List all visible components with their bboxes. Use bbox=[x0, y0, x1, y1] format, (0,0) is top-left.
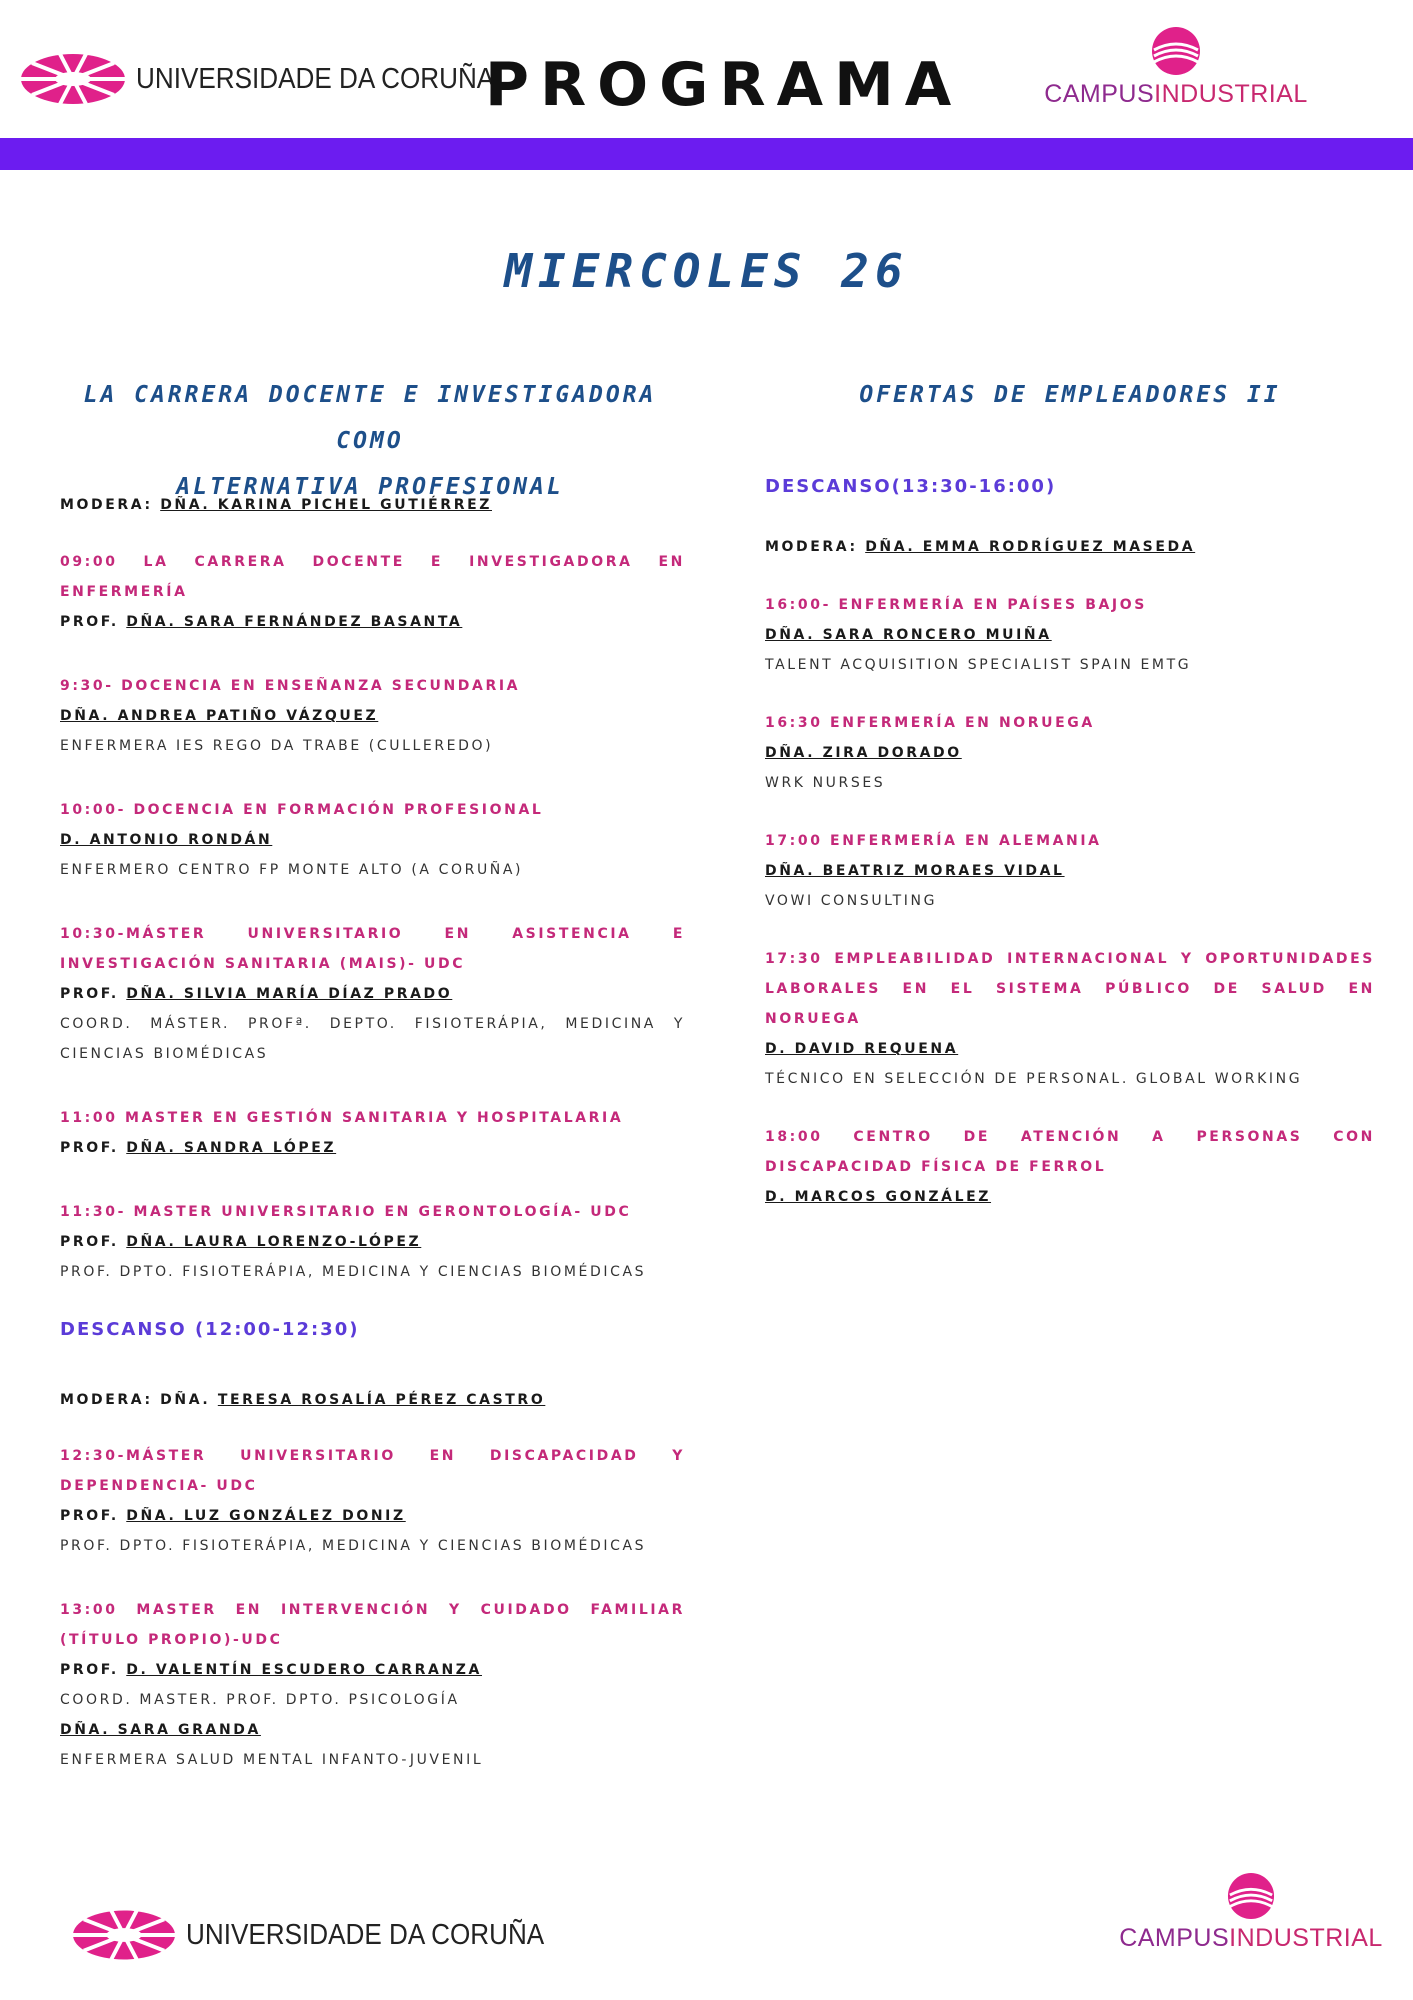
speaker-affiliation: PROF. DPTO. FISIOTERÁPIA, MEDICINA Y CIENCIAS BIOMÉDICAS bbox=[60, 1264, 647, 1280]
talk-title: 9:30- DOCENCIA EN ENSEÑANZA SECUNDARIA bbox=[60, 678, 521, 694]
campus-industrial-emblem-icon bbox=[1225, 1872, 1277, 1920]
speaker-affiliation: COORD. MÁSTER. PROFª. DEPTO. FISIOTERÁPIA, MEDICINA Y CIENCIAS BIOMÉDICAS bbox=[60, 1016, 685, 1062]
footer-campus-industrial-logo-text: CAMPUSINDUSTRIAL bbox=[1119, 1924, 1383, 1952]
footer-campus-industrial-logo bbox=[1106, 1872, 1396, 1953]
accent-bar bbox=[0, 138, 1413, 170]
speaker-name: DÑA. SARA GRANDA bbox=[60, 1722, 261, 1738]
talk-item bbox=[765, 826, 1375, 916]
right-column bbox=[765, 472, 1375, 1212]
campus-industrial-emblem-icon bbox=[1149, 26, 1203, 76]
talk-item bbox=[765, 944, 1375, 1094]
talk-title: 17:00 ENFERMERÍA EN ALEMANIA bbox=[765, 833, 1102, 849]
moderator: MODERA: DÑA. TERESA ROSALÍA PÉREZ CASTRO bbox=[60, 1392, 546, 1408]
footer-udc-logo bbox=[72, 1909, 584, 1961]
day-title: MIERCOLES 26 bbox=[504, 244, 909, 298]
talk-item bbox=[765, 708, 1375, 798]
break-label: DESCANSO (12:00-12:30) bbox=[60, 1319, 360, 1340]
left-column bbox=[60, 490, 685, 1775]
speaker-name: DÑA. BEATRIZ MORAES VIDAL bbox=[765, 863, 1065, 879]
speaker-affiliation: TÉCNICO EN SELECCIÓN DE PERSONAL. GLOBAL WORKING bbox=[765, 1071, 1303, 1087]
talk-item bbox=[60, 1441, 685, 1561]
page-title: PROGRAMA bbox=[485, 50, 963, 120]
speaker-name: PROF. DÑA. SANDRA LÓPEZ bbox=[60, 1140, 337, 1156]
speaker-affiliation: COORD. MASTER. PROF. DPTO. PSICOLOGÍA bbox=[60, 1692, 460, 1708]
speaker-name: PROF. D. VALENTÍN ESCUDERO CARRANZA bbox=[60, 1662, 482, 1678]
footer-udc-logo-text: UNIVERSIDADE DA CORUÑA bbox=[186, 1918, 545, 1951]
udc-logo-text: UNIVERSIDADE DA CORUÑA bbox=[136, 62, 495, 95]
talk-title: 16:00- ENFERMERÍA EN PAÍSES BAJOS bbox=[765, 597, 1147, 613]
talk-title: 12:30-MÁSTER UNIVERSITARIO EN DISCAPACIDAD Y DEPENDENCIA- UDC bbox=[60, 1448, 685, 1494]
talk-title: 18:00 CENTRO DE ATENCIÓN A PERSONAS CON DISCAPACIDAD FÍSICA DE FERROL bbox=[765, 1129, 1375, 1175]
speaker-name: PROF. DÑA. SILVIA MARÍA DÍAZ PRADO bbox=[60, 986, 453, 1002]
talk-item bbox=[60, 919, 685, 1069]
talk-title: 09:00 LA CARRERA DOCENTE E INVESTIGADORA EN ENFERMERÍA bbox=[60, 554, 685, 600]
udc-logo bbox=[20, 53, 534, 105]
talk-item bbox=[60, 671, 685, 761]
campus-industrial-logo-text: CAMPUSINDUSTRIAL bbox=[1044, 80, 1308, 108]
left-section-title: LA CARRERA DOCENTE E INVESTIGADORA COMO ALTERNATIVA PROFESIONAL bbox=[83, 382, 657, 500]
talk-title: 11:00 MASTER EN GESTIÓN SANITARIA Y HOSPITALARIA bbox=[60, 1110, 624, 1126]
campus-industrial-logo bbox=[1036, 26, 1316, 109]
speaker-affiliation: PROF. DPTO. FISIOTERÁPIA, MEDICINA Y CIENCIAS BIOMÉDICAS bbox=[60, 1538, 647, 1554]
talk-title: 11:30- MASTER UNIVERSITARIO EN GERONTOLOGÍA- UDC bbox=[60, 1204, 632, 1220]
talk-item bbox=[60, 1103, 685, 1163]
speaker-affiliation: VOWI CONSULTING bbox=[765, 893, 938, 909]
speaker-name: D. MARCOS GONZÁLEZ bbox=[765, 1189, 992, 1205]
talk-title: 17:30 EMPLEABILIDAD INTERNACIONAL Y OPORTUNIDADES LABORALES EN EL SISTEMA PÚBLICO DE SALUD EN NORUEGA bbox=[765, 951, 1375, 1027]
talk-item bbox=[60, 547, 685, 637]
speaker-name: DÑA. ANDREA PATIÑO VÁZQUEZ bbox=[60, 708, 379, 724]
speaker-name: PROF. DÑA. LAURA LORENZO-LÓPEZ bbox=[60, 1234, 422, 1250]
talk-item bbox=[765, 590, 1375, 680]
break-label: DESCANSO(13:30-16:00) bbox=[765, 476, 1057, 497]
talk-item bbox=[765, 1122, 1375, 1212]
moderator: MODERA: DÑA. KARINA PICHEL GUTIÉRREZ bbox=[60, 497, 492, 513]
speaker-name: PROF. DÑA. LUZ GONZÁLEZ DONIZ bbox=[60, 1508, 406, 1524]
right-section-title: OFERTAS DE EMPLEADORES II bbox=[859, 382, 1281, 408]
speaker-name: PROF. DÑA. SARA FERNÁNDEZ BASANTA bbox=[60, 614, 463, 630]
talk-title: 10:30-MÁSTER UNIVERSITARIO EN ASISTENCIA E INVESTIGACIÓN SANITARIA (MAIS)- UDC bbox=[60, 926, 685, 972]
speaker-name: DÑA. SARA RONCERO MUIÑA bbox=[765, 627, 1052, 643]
speaker-affiliation: ENFERMERA SALUD MENTAL INFANTO-JUVENIL bbox=[60, 1752, 484, 1768]
talk-title: 13:00 MASTER EN INTERVENCIÓN Y CUIDADO FAMILIAR (TÍTULO PROPIO)-UDC bbox=[60, 1602, 685, 1648]
udc-emblem-icon bbox=[20, 53, 126, 105]
speaker-name: D. DAVID REQUENA bbox=[765, 1041, 959, 1057]
talk-item bbox=[60, 1595, 685, 1775]
talk-title: 10:00- DOCENCIA EN FORMACIÓN PROFESIONAL bbox=[60, 802, 544, 818]
speaker-name: DÑA. ZIRA DORADO bbox=[765, 745, 962, 761]
speaker-affiliation: ENFERMERO CENTRO FP MONTE ALTO (A CORUÑA) bbox=[60, 862, 524, 878]
udc-emblem-icon bbox=[72, 1909, 176, 1961]
speaker-affiliation: WRK NURSES bbox=[765, 775, 886, 791]
page-header bbox=[0, 0, 1413, 138]
speaker-affiliation: TALENT ACQUISITION SPECIALIST SPAIN EMTG bbox=[765, 657, 1192, 673]
talk-title: 16:30 ENFERMERÍA EN NORUEGA bbox=[765, 715, 1095, 731]
talk-item bbox=[60, 1197, 685, 1287]
speaker-name: D. ANTONIO RONDÁN bbox=[60, 832, 273, 848]
speaker-affiliation: ENFERMERA IES REGO DA TRABE (CULLEREDO) bbox=[60, 738, 494, 754]
moderator: MODERA: DÑA. EMMA RODRÍGUEZ MASEDA bbox=[765, 539, 1196, 555]
talk-item bbox=[60, 795, 685, 885]
